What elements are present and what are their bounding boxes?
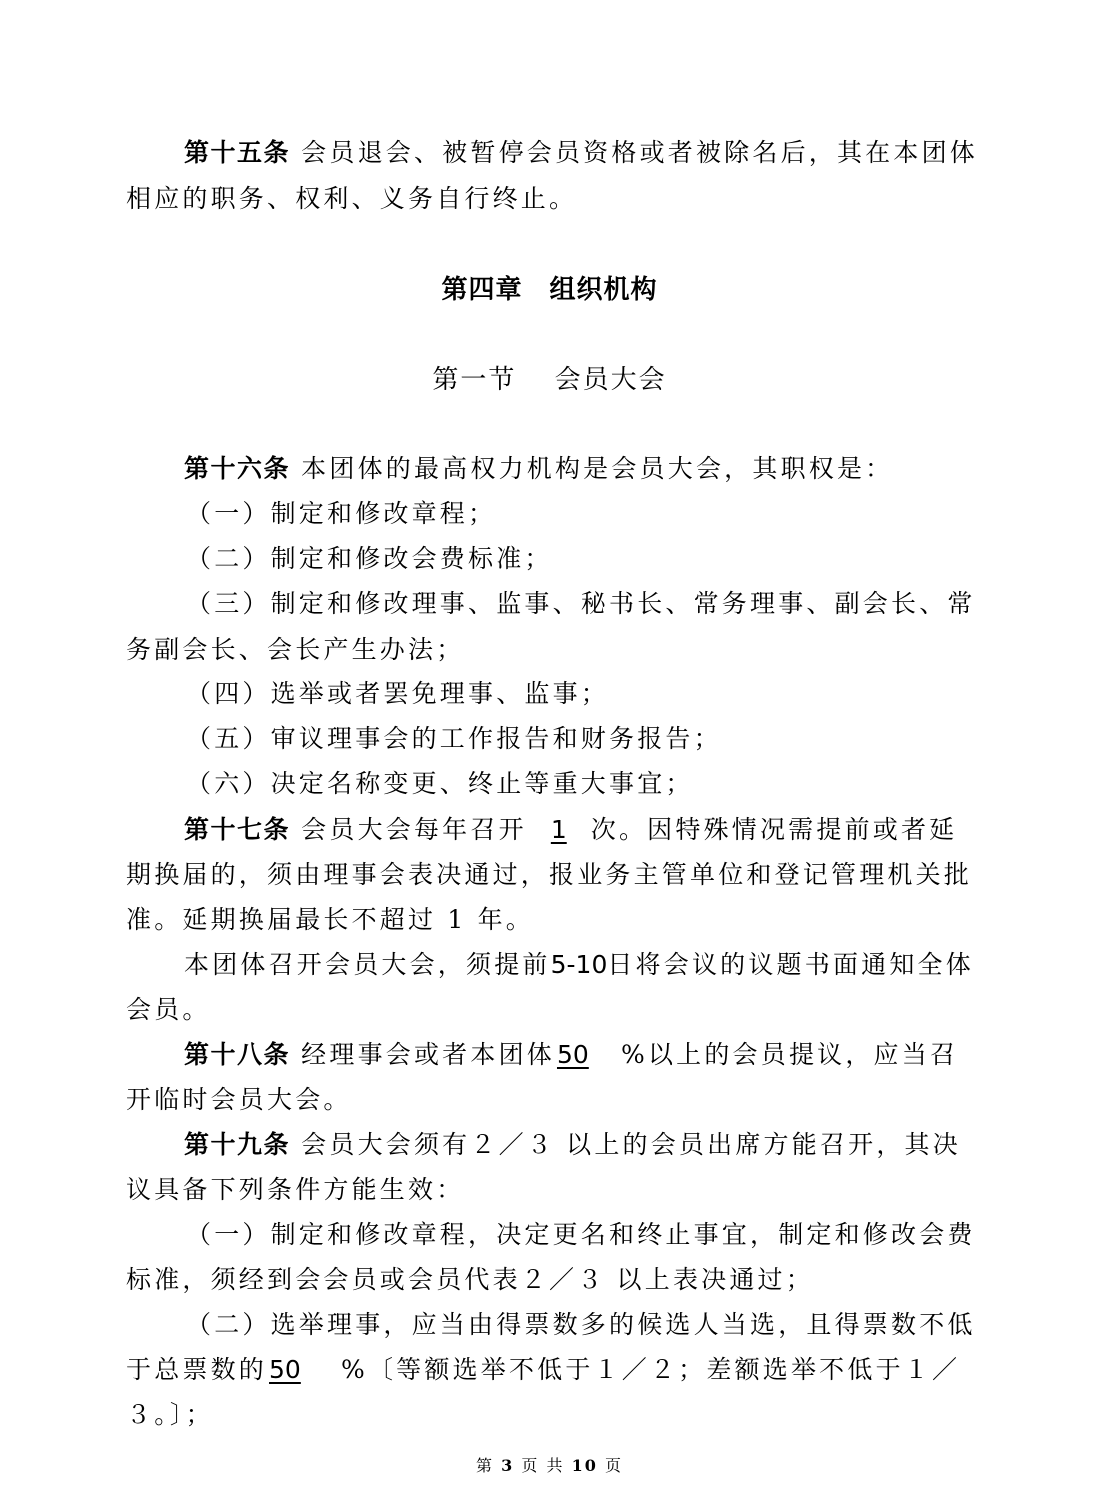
article-15-label: 第十五条 (184, 138, 291, 167)
article-19-blank-value: 50 (269, 1355, 301, 1384)
footer-suffix: 页 (604, 1456, 623, 1475)
article-18-line-2: 开临时会员大会。 (126, 1085, 352, 1114)
footer-mid: 页 共 (521, 1456, 565, 1475)
article-17-para-2-num: 5-10 (550, 950, 608, 979)
article-17-pre: 会员大会每年召开 (301, 815, 527, 844)
article-16-item-6: （六）决定名称变更、终止等重大事宜； (186, 769, 694, 798)
article-18-line-1 (184, 1040, 976, 1070)
article-19-label: 第十九条 (184, 1130, 291, 1159)
article-19-item-1-cont: 标准，须经到会会员或会员代表２／３ 以上表决通过； (126, 1265, 814, 1294)
article-19-line-2: 议具备下列条件方能生效： (126, 1175, 465, 1204)
article-17-post: 次。因特殊情况需提前或者延 (590, 815, 958, 844)
article-19-text: 会员大会须有２／３ 以上的会员出席方能召开，其决 (301, 1130, 961, 1159)
article-17-para-2-pre: 本团体召开会员大会，须提前 (184, 950, 551, 979)
article-15-text: 会员退会、被暂停会员资格或者被除名后，其在本团体 (301, 138, 978, 167)
article-19-item-2-line-3: ３。〕； (126, 1400, 214, 1429)
article-16-text: 本团体的最高权力机构是会员大会，其职权是： (301, 454, 894, 483)
page-footer (0, 1456, 1099, 1476)
article-17-line-3: 准。延期换届最长不超过 1 年。 (126, 905, 535, 934)
section-title: 第一节 会员大会 (432, 365, 667, 395)
article-17-label: 第十七条 (184, 815, 291, 844)
article-17-para-2 (184, 950, 976, 980)
article-16-label: 第十六条 (184, 454, 291, 483)
article-16-item-2: （二）制定和修改会费标准； (186, 544, 553, 573)
article-18-pre: 经理事会或者本团体 (301, 1040, 555, 1069)
article-19-item-2-cont (126, 1355, 976, 1385)
article-18-blank-value: 50 (556, 1040, 589, 1069)
article-16-item-4: （四）选举或者罢免理事、监事； (186, 679, 610, 708)
article-17-para-2-post: 日将会议的议题书面通知全体 (607, 950, 974, 979)
footer-page-number: 3 (501, 1456, 515, 1475)
article-19-item-2: （二）选举理事，应当由得票数多的候选人当选，且得票数不低 (186, 1310, 976, 1339)
article-19-item-2-post: %〔等额选举不低于１／２；差额选举不低于１／ (341, 1355, 961, 1384)
article-15-line-2: 相应的职务、权利、义务自行终止。 (126, 184, 578, 213)
article-16-item-3-cont: 务副会长、会长产生办法； (126, 635, 465, 664)
footer-total-pages: 10 (571, 1456, 598, 1475)
article-18-label: 第十八条 (184, 1040, 291, 1069)
footer-prefix: 第 (476, 1456, 495, 1475)
chapter-title: 第四章 组织机构 (441, 275, 658, 305)
article-17-line-2: 期换届的，须由理事会表决通过，报业务主管单位和登记管理机关批 (126, 860, 973, 889)
article-19-line-1 (184, 1130, 976, 1160)
article-19-item-2-pre: 于总票数的 (126, 1355, 268, 1384)
article-16-item-1: （一）制定和修改章程； (186, 499, 497, 528)
article-16-item-3: （三）制定和修改理事、监事、秘书长、常务理事、副会长、常 (186, 589, 976, 618)
article-16-item-5: （五）审议理事会的工作报告和财务报告； (186, 724, 722, 753)
article-15-line-1 (184, 138, 976, 168)
article-17-para-2-line-2: 会员。 (126, 995, 211, 1024)
article-18-post: %以上的会员提议，应当召 (620, 1040, 959, 1069)
article-19-item-1: （一）制定和修改章程，决定更名和终止事宜，制定和修改会费 (186, 1220, 976, 1249)
article-17-blank-value: 1 (550, 815, 567, 844)
article-17-line-1 (184, 815, 976, 845)
article-16-line-1 (184, 454, 976, 484)
